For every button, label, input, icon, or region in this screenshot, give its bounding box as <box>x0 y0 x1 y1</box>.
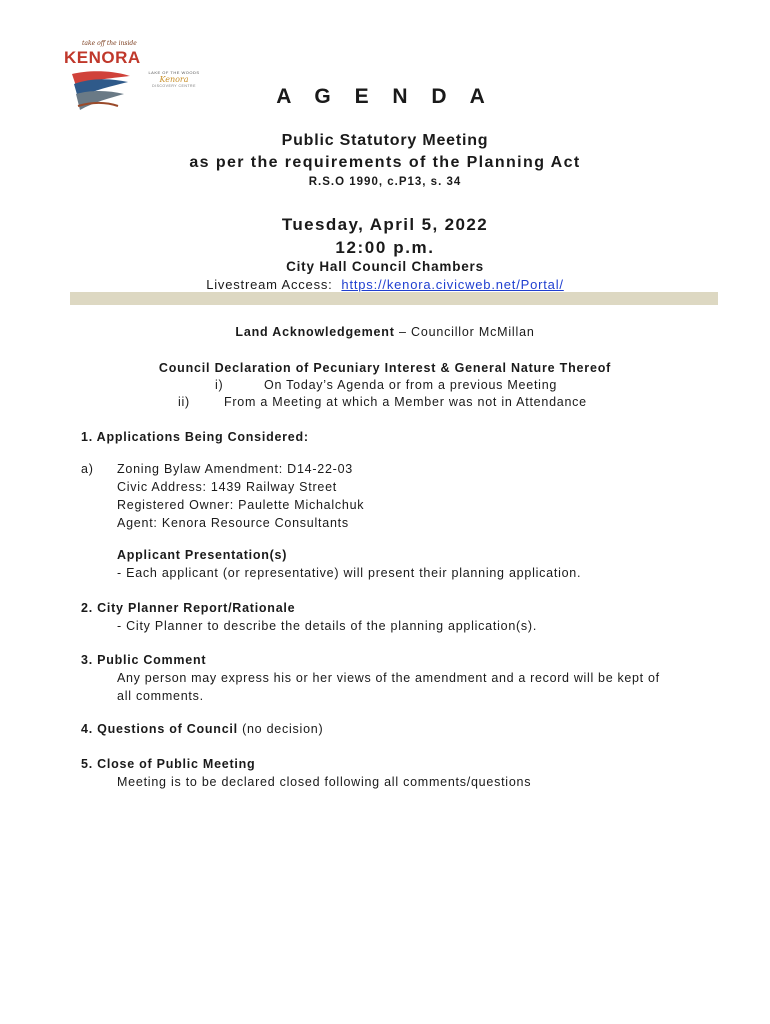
section-5-text: Meeting is to be declared closed following all comments/questions <box>117 775 532 789</box>
declaration-item-num: ii) <box>178 395 190 409</box>
applicant-presentation-heading: Applicant Presentation(s) <box>117 548 288 562</box>
section-5-heading: 5. Close of Public Meeting <box>81 757 256 771</box>
partner-logo-line1: LAKE OF THE WOODS <box>148 70 200 75</box>
section-3-text: Any person may express his or her views of the amendment and a record will be kept of <box>117 671 660 685</box>
section-2-heading: 2. City Planner Report/Rationale <box>81 601 296 615</box>
header-divider-band <box>70 292 718 305</box>
item-a-line: Zoning Bylaw Amendment: D14-22-03 <box>117 462 353 476</box>
item-a-line: Civic Address: 1439 Railway Street <box>117 480 338 494</box>
land-acknowledgement-label: Land Acknowledgement <box>235 325 395 339</box>
land-acknowledgement-speaker: – Councillor McMillan <box>394 325 535 339</box>
partner-logo-name: Kenora <box>159 75 189 84</box>
meeting-date: Tuesday, April 5, 2022 <box>281 215 489 234</box>
declaration-item-num: i) <box>215 378 224 392</box>
item-a-letter: a) <box>81 462 94 476</box>
declaration-heading: Council Declaration of Pecuniary Interest & General Nature Thereof <box>158 361 612 375</box>
logo-wordmark: KENORA <box>64 48 141 67</box>
section-3-heading: 3. Public Comment <box>81 653 207 667</box>
livestream-line <box>0 277 770 292</box>
page-title: A G E N D A <box>276 85 494 108</box>
section-2-text: - City Planner to describe the details of the planning application(s). <box>117 619 538 633</box>
section-4-note: (no decision) <box>237 722 324 736</box>
statute-reference: R.S.O 1990, c.P13, s. 34 <box>308 176 462 188</box>
item-a-line: Agent: Kenora Resource Consultants <box>117 516 349 530</box>
section-4-line <box>81 722 323 736</box>
meeting-time: 12:00 p.m. <box>335 238 435 257</box>
meeting-authority: as per the requirements of the Planning Act <box>189 154 581 171</box>
applicant-presentation-text: - Each applicant (or representative) will present their planning application. <box>117 566 582 580</box>
meeting-location: City Hall Council Chambers <box>286 259 484 274</box>
livestream-label: Livestream Access: <box>206 277 333 292</box>
section-1-heading: 1. Applications Being Considered: <box>81 430 309 444</box>
logo-tagline: take off the inside <box>82 40 137 47</box>
declaration-item-text: On Today’s Agenda or from a previous Meeting <box>264 378 558 392</box>
meeting-type: Public Statutory Meeting <box>281 132 489 149</box>
land-acknowledgement <box>0 325 770 339</box>
livestream-link[interactable]: https://kenora.civicweb.net/Portal/ <box>341 277 564 292</box>
partner-logo-line2: DISCOVERY CENTRE <box>152 84 196 88</box>
declaration-item-text: From a Meeting at which a Member was not in Attendance <box>224 395 587 409</box>
item-a-line: Registered Owner: Paulette Michalchuk <box>117 498 365 512</box>
section-3-text: all comments. <box>117 689 204 703</box>
section-4-heading: 4. Questions of Council <box>81 722 238 736</box>
